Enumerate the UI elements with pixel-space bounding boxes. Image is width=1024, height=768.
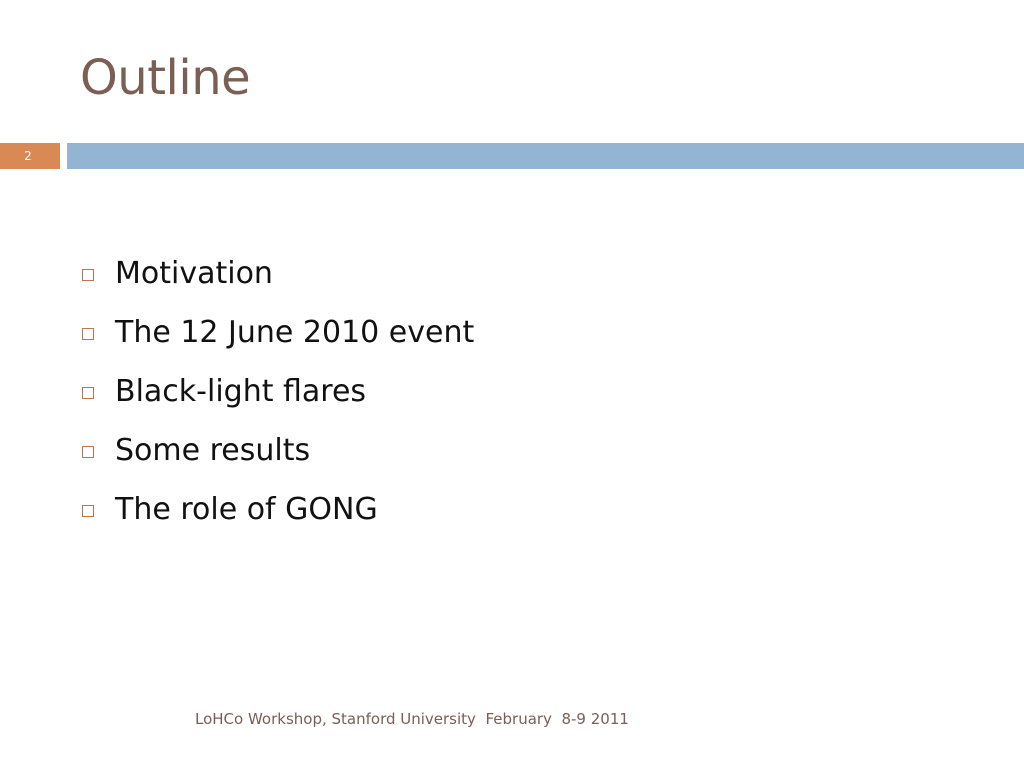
hollow-square-icon — [82, 269, 94, 281]
hollow-square-icon — [82, 505, 94, 517]
hollow-square-icon — [82, 328, 94, 340]
title-rule-bar — [67, 143, 1024, 169]
slide-title: Outline — [80, 50, 251, 106]
bullet-text: The 12 June 2010 event — [115, 315, 475, 350]
bullet-item — [82, 244, 474, 303]
slide-footer: LoHCo Workshop, Stanford University February 8-9 2011 — [195, 710, 629, 728]
title-rule — [0, 143, 1024, 169]
bullet-text: Motivation — [115, 256, 273, 291]
hollow-square-icon — [82, 387, 94, 399]
hollow-square-icon — [82, 446, 94, 458]
slide-number: 2 — [24, 149, 32, 163]
bullet-item — [82, 421, 474, 480]
bullet-item — [82, 303, 474, 362]
bullet-text: Black-light flares — [115, 374, 367, 409]
bullet-text: Some results — [115, 433, 311, 468]
slide-number-badge — [0, 143, 60, 169]
bullet-text: The role of GONG — [115, 492, 378, 527]
bullet-list — [82, 244, 474, 539]
bullet-item — [82, 480, 474, 539]
bullet-item — [82, 362, 474, 421]
